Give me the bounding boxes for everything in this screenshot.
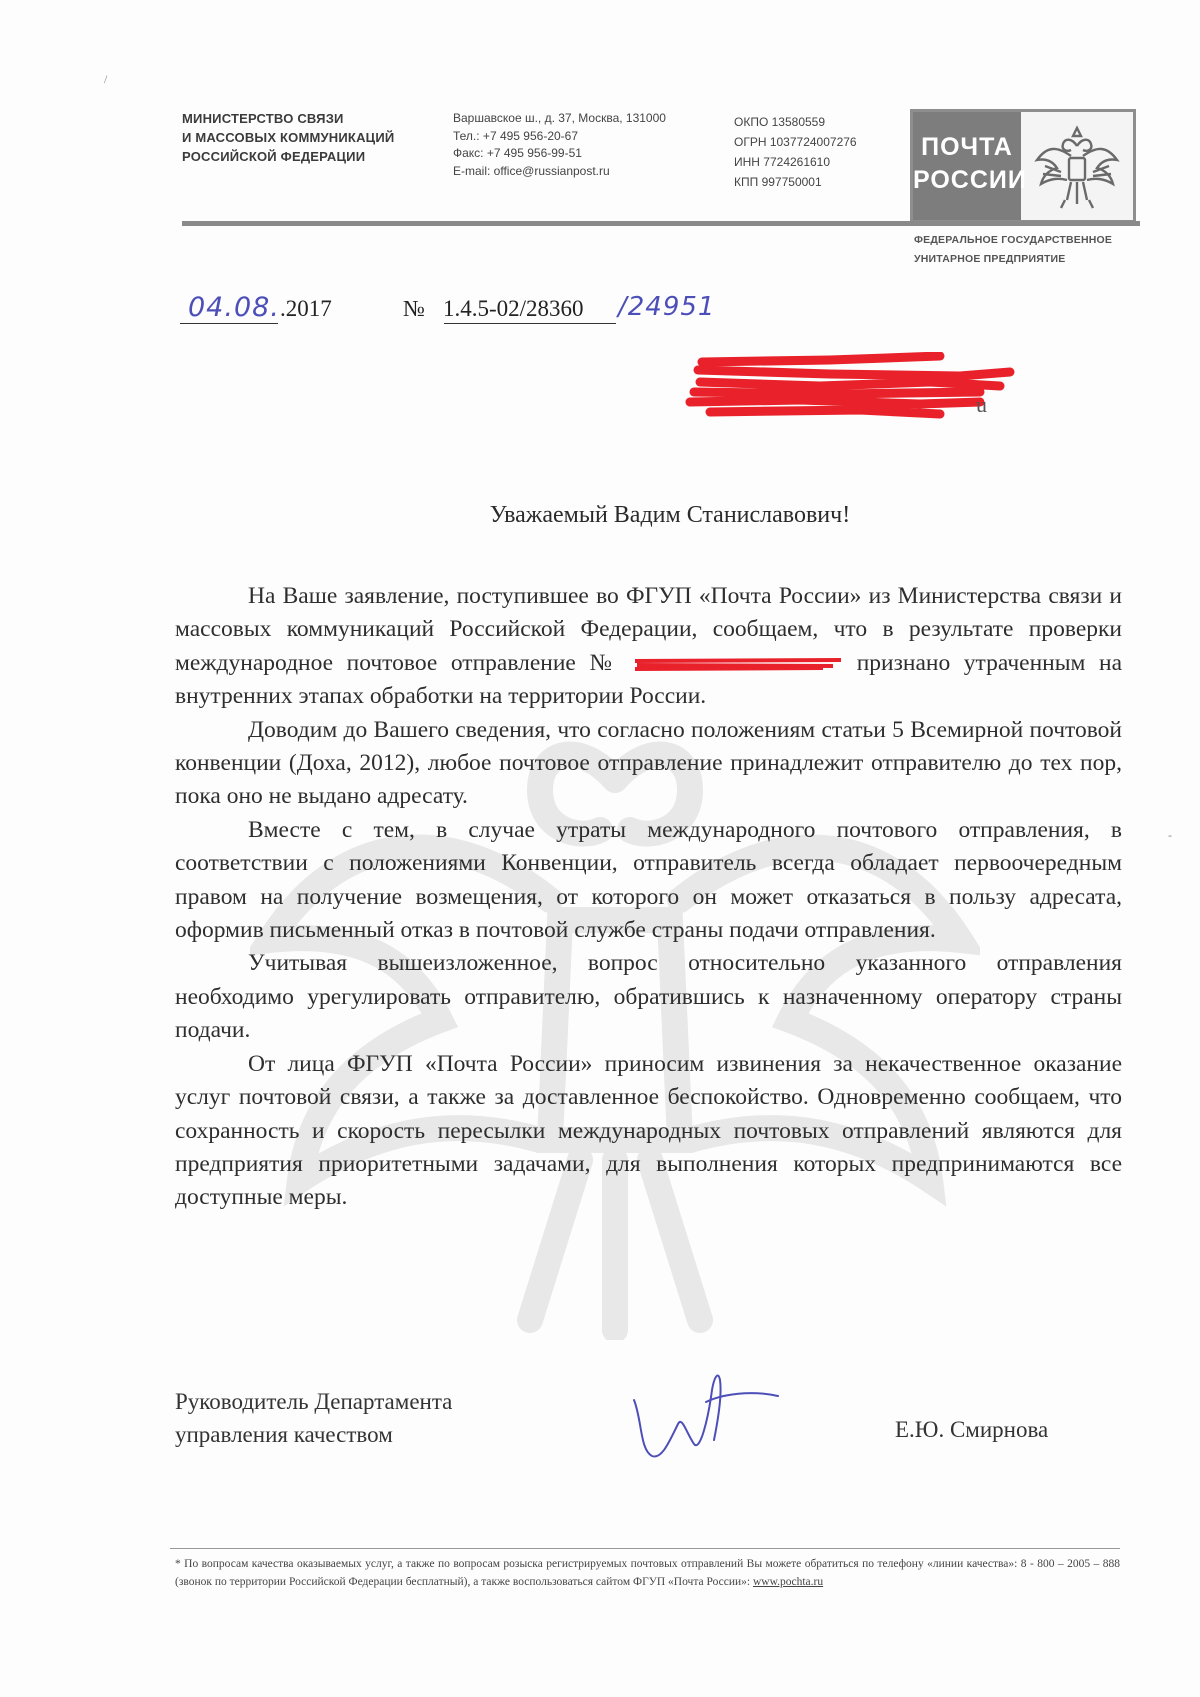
- ogrn-code: ОГРН 1037724007276: [734, 135, 857, 149]
- handwritten-date: 04.08.: [188, 292, 280, 323]
- paragraph-4: Учитывая вышеизложенное, вопрос относительно указанного отправления необходимо урегулировать отправителю, обратившись к назначенному оператору страны подачи.: [175, 950, 1122, 1044]
- handwritten-signature: [622, 1360, 782, 1470]
- org-type-line: УНИТАРНОЕ ПРЕДПРИЯТИЕ: [914, 253, 1066, 265]
- footnote: [175, 1556, 1120, 1591]
- paragraph-3: Вместе с тем, в случае утраты международного почтового отправления, в соответствии с положениями Конвенции, отправитель всегда обладает первоочередным правом на получение возмещения, от которого он может отказаться в пользу адресата, оформив письменный отказ в почтовой службе страны подачи отправления.: [175, 816, 1122, 944]
- russian-post-logo: [910, 109, 1136, 223]
- address-line: Варшавское ш., д. 37, Москва, 131000: [453, 111, 666, 125]
- signer-name: Е.Ю. Смирнова: [895, 1417, 1049, 1442]
- svg-text:u: u: [976, 392, 987, 417]
- footer-divider: [170, 1548, 1120, 1549]
- okpo-code: ОКПО 13580559: [734, 115, 826, 129]
- scan-speck: -: [1168, 828, 1172, 842]
- org-type-line: ФЕДЕРАЛЬНОЕ ГОСУДАРСТВЕННОЕ: [914, 234, 1113, 246]
- header-divider: [182, 221, 1140, 226]
- redacted-tracking-number: [633, 657, 843, 671]
- email-line: E-mail: office@russianpost.ru: [453, 163, 610, 178]
- redacted-addressee: [680, 352, 1020, 422]
- logo-wordmark: [913, 112, 1027, 220]
- double-headed-eagle-icon: [1027, 116, 1127, 216]
- date-underline: [180, 323, 278, 324]
- signer-position: [175, 1385, 452, 1451]
- logo-word: ПОЧТА: [921, 133, 1013, 161]
- paragraph-1: [175, 580, 1122, 714]
- phone-line: Тел.: +7 495 956-20-67: [453, 128, 579, 143]
- letter-body: [175, 580, 1122, 1215]
- paragraph-1-end: признано утраченным на внутренних этапах обработки на территории России.: [175, 649, 1122, 710]
- contact-address: [453, 110, 733, 180]
- ministry-line: И МАССОВЫХ КОММУНИКАЦИЙ: [182, 130, 395, 145]
- date-year: .2017: [280, 296, 332, 321]
- organization-type: [914, 231, 1154, 269]
- paragraph-2: Доводим до Вашего сведения, что согласно положениям статьи 5 Всемирной почтовой конвенции (Доха, 2012), любое почтовое отправление принадлежит отправителю до тех пор, пока оно не выдано адресату.: [175, 716, 1122, 810]
- outgoing-number: 1.4.5-02/28360: [443, 296, 584, 321]
- ministry-line: РОССИЙСКОЙ ФЕДЕРАЦИИ: [182, 149, 366, 164]
- date-number-line: [180, 290, 780, 330]
- registration-codes: [734, 112, 904, 192]
- website-link[interactable]: www.pochta.ru: [752, 1575, 824, 1588]
- logo-word: РОССИИ: [913, 166, 1027, 194]
- footnote-text: * По вопросам качества оказываемых услуг, а также по вопросам розыска регистрируемых почтовых отправлений Вы можете обратиться по телефону «линии качества»: 8 - 800 – 2005 – 888 (звонок по территории Российской Федерации бесплатный), а также воспользоваться сайтом ФГУП «Почта России»:: [175, 1558, 1120, 1588]
- paragraph-5: От лица ФГУП «Почта России» приносим извинения за некачественное оказание услуг почтовой связи, а также за доставленное беспокойство. Одновременно сообщаем, что сохранность и скорость пересылки международных почтовых отправлений являются для предприятия приоритетными задачами, для выполнения которых предпринимаются все доступные меры.: [175, 1050, 1122, 1211]
- signer-position-line: управления качеством: [175, 1422, 393, 1447]
- handwritten-number: /24951: [618, 292, 716, 322]
- salutation: Уважаемый Вадим Станиславович!: [489, 502, 851, 528]
- paragraph-1-start: На Ваше заявление, поступившее во ФГУП «Почта России» из Министерства связи и массовых коммуникаций Российской Федерации, сообщаем, что в результате проверки международное почтовое отправление №: [175, 583, 1122, 676]
- ministry-name: [182, 109, 442, 166]
- inn-code: ИНН 7724261610: [734, 155, 831, 169]
- scan-speck: /: [104, 72, 108, 86]
- number-underline: [444, 323, 616, 324]
- ministry-line: МИНИСТЕРСТВО СВЯЗИ: [182, 111, 344, 126]
- signer-position-line: Руководитель Департамента: [175, 1389, 453, 1414]
- number-sign: №: [403, 296, 425, 321]
- fax-line: Факс: +7 495 956-99-51: [453, 146, 582, 160]
- kpp-code: КПП 997750001: [734, 175, 822, 189]
